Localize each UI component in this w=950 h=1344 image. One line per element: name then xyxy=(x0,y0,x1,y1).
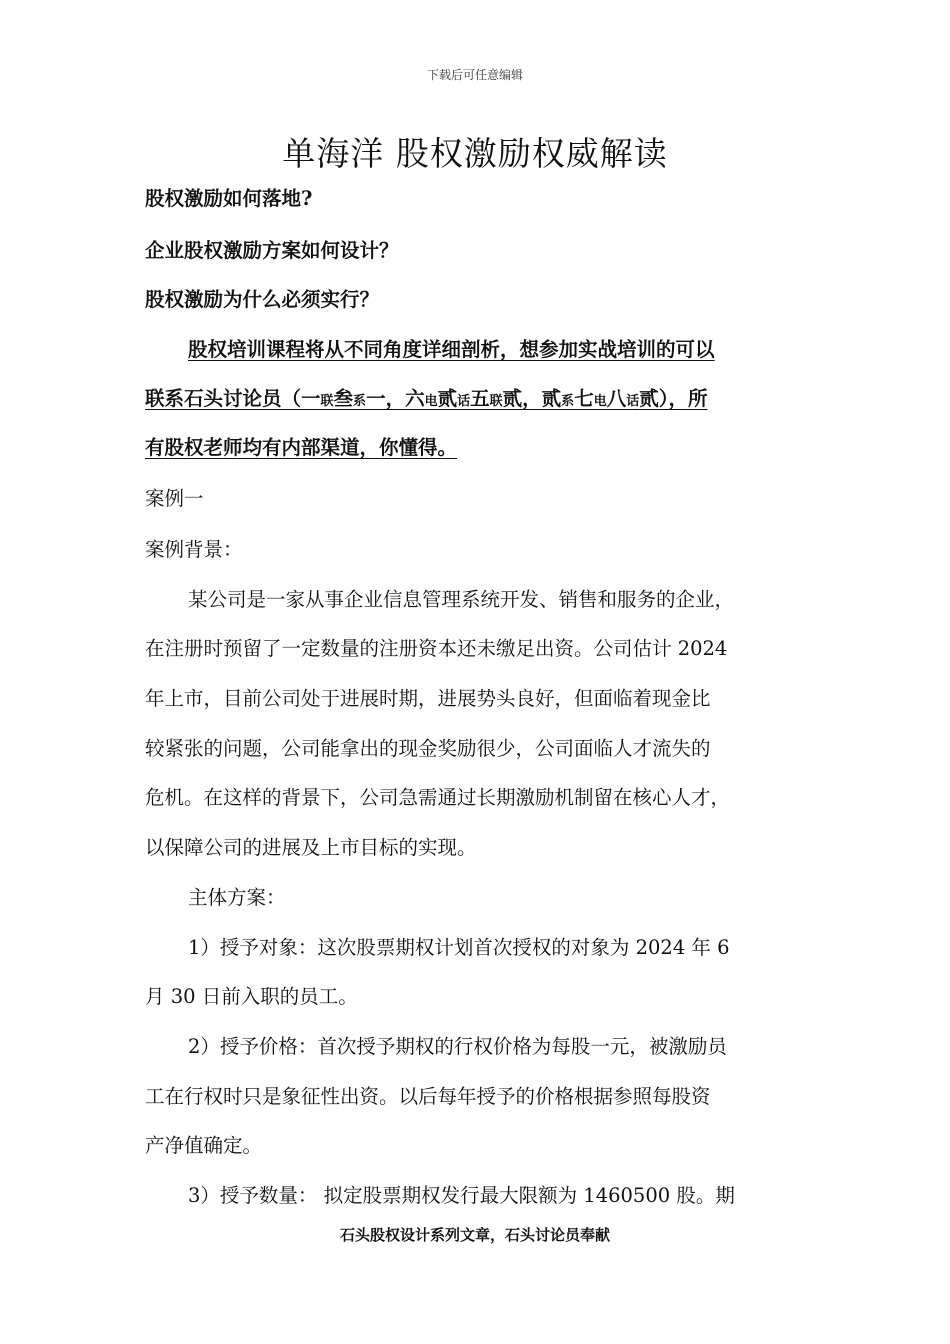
promo-text: 五 xyxy=(470,387,490,410)
background-line-1: 某公司是一家从事企业信息管理系统开发、销售和服务的企业， xyxy=(188,588,735,611)
promo-small-text: 电 xyxy=(593,394,607,409)
promo-text: 一，六 xyxy=(366,387,425,410)
header-note: 下载后可任意编辑 xyxy=(426,68,523,82)
question-3: 股权激励为什么必须实行？ xyxy=(145,288,380,311)
plan-line-2: 月 30 日前入职的员工。 xyxy=(145,985,358,1008)
plan-line-1: 1）授予对象：这次股票期权计划首次授权的对象为 2024 年 6 xyxy=(188,936,730,959)
promo-small-text: 系 xyxy=(353,394,367,409)
promo-small-text: 联 xyxy=(489,394,503,409)
promo-line-3: 有股权老师均有内部渠道，你懂得。 xyxy=(145,436,458,459)
promo-text: 七 xyxy=(574,387,594,410)
promo-text: 贰 xyxy=(437,387,458,410)
plan-line-3: 2）授予价格：首次授予期权的行权价格为每股一元，被激励员 xyxy=(188,1035,727,1058)
case-heading: 案例一 xyxy=(145,487,204,510)
promo-small-text: 话 xyxy=(626,394,640,409)
background-line-5: 危机。在这样的背景下，公司急需通过长期激励机制留在核心人才， xyxy=(145,786,731,809)
question-1: 股权激励如何落地? xyxy=(145,187,313,210)
promo-text: 叁 xyxy=(333,387,354,410)
promo-small-text: 系 xyxy=(561,394,575,409)
document-title: 单海洋 股权激励权威解读 xyxy=(282,134,668,173)
promo-small-text: 话 xyxy=(457,394,471,409)
background-line-4: 较紧张的问题，公司能拿出的现金奖励很少，公司面临人才流失的 xyxy=(145,737,711,760)
footer-note: 石头股权设计系列文章，石头讨论员奉献 xyxy=(339,1226,610,1244)
plan-line-6: 3）授予数量： 拟定股票期权发行最大限额为 1460500 股。期 xyxy=(188,1184,735,1207)
question-2: 企业股权激励方案如何设计？ xyxy=(145,239,399,262)
promo-small-text: 电 xyxy=(424,394,438,409)
background-line-6: 以保障公司的进展及上市目标的实现。 xyxy=(145,836,477,859)
background-line-2: 在注册时预留了一定数量的注册资本还未缴足出资。公司估计 2024 xyxy=(145,637,728,660)
promo-line-2 xyxy=(145,384,815,417)
background-line-3: 年上市，目前公司处于进展时期，进展势头良好，但面临着现金比 xyxy=(145,687,711,710)
promo-text: 联系石头讨论员（一 xyxy=(145,387,321,410)
case-background-label: 案例背景： xyxy=(145,538,243,561)
plan-line-4: 工在行权时只是象征性出资。以后每年授予的价格根据参照每股资 xyxy=(145,1085,711,1108)
plan-label: 主体方案： xyxy=(188,886,286,909)
promo-text: 贰），所 xyxy=(639,387,708,410)
promo-text: 八 xyxy=(606,387,627,410)
promo-text: 贰，贰 xyxy=(502,387,562,410)
promo-small-text: 联 xyxy=(320,394,334,409)
promo-line-1: 股权培训课程将从不同角度详细剖析，想参加实战培训的可以 xyxy=(188,338,715,361)
plan-line-5: 产净值确定。 xyxy=(145,1134,263,1157)
